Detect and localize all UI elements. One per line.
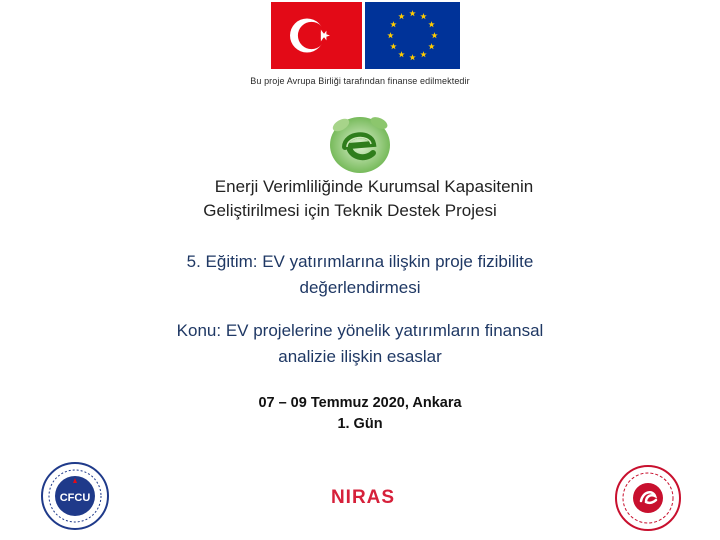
- ministry-emblem-icon: [614, 464, 682, 532]
- turkey-flag-icon: [271, 2, 362, 69]
- training-title-line-2: değerlendirmesi: [299, 278, 421, 297]
- topic-line-1: Konu: EV projelerine yönelik yatırımların finansal: [176, 321, 544, 340]
- event-day: 1. Gün: [337, 416, 383, 432]
- event-date-place: 07 – 09 Temmuz 2020, Ankara: [258, 395, 462, 411]
- training-title: [0, 249, 720, 301]
- event-date: [0, 393, 720, 435]
- niras-logo-text: NIRAS: [330, 487, 396, 508]
- project-title-line-2: Geliştirilmesi için Teknik Destek Projesi: [203, 201, 497, 220]
- training-title-line-1: 5. Eğitim: EV yatırımlarına ilişkin proje fizibilite: [186, 252, 534, 271]
- topic-line-2: analizie ilişkin esaslar: [278, 347, 442, 366]
- project-title-line-1: Enerji Verimliliğinde Kurumsal Kapasitenin: [214, 177, 534, 196]
- cfcu-logo-text: CFCU: [59, 492, 91, 504]
- energy-efficiency-e-logo: [323, 111, 397, 175]
- funding-note: Bu proje Avrupa Birliği tarafından finanse edilmektedir: [250, 76, 470, 86]
- cfcu-logo: [40, 461, 110, 531]
- eu-flag-icon: [365, 2, 460, 69]
- project-title: [0, 175, 720, 223]
- niras-logo: [320, 484, 406, 508]
- topic: [0, 318, 720, 370]
